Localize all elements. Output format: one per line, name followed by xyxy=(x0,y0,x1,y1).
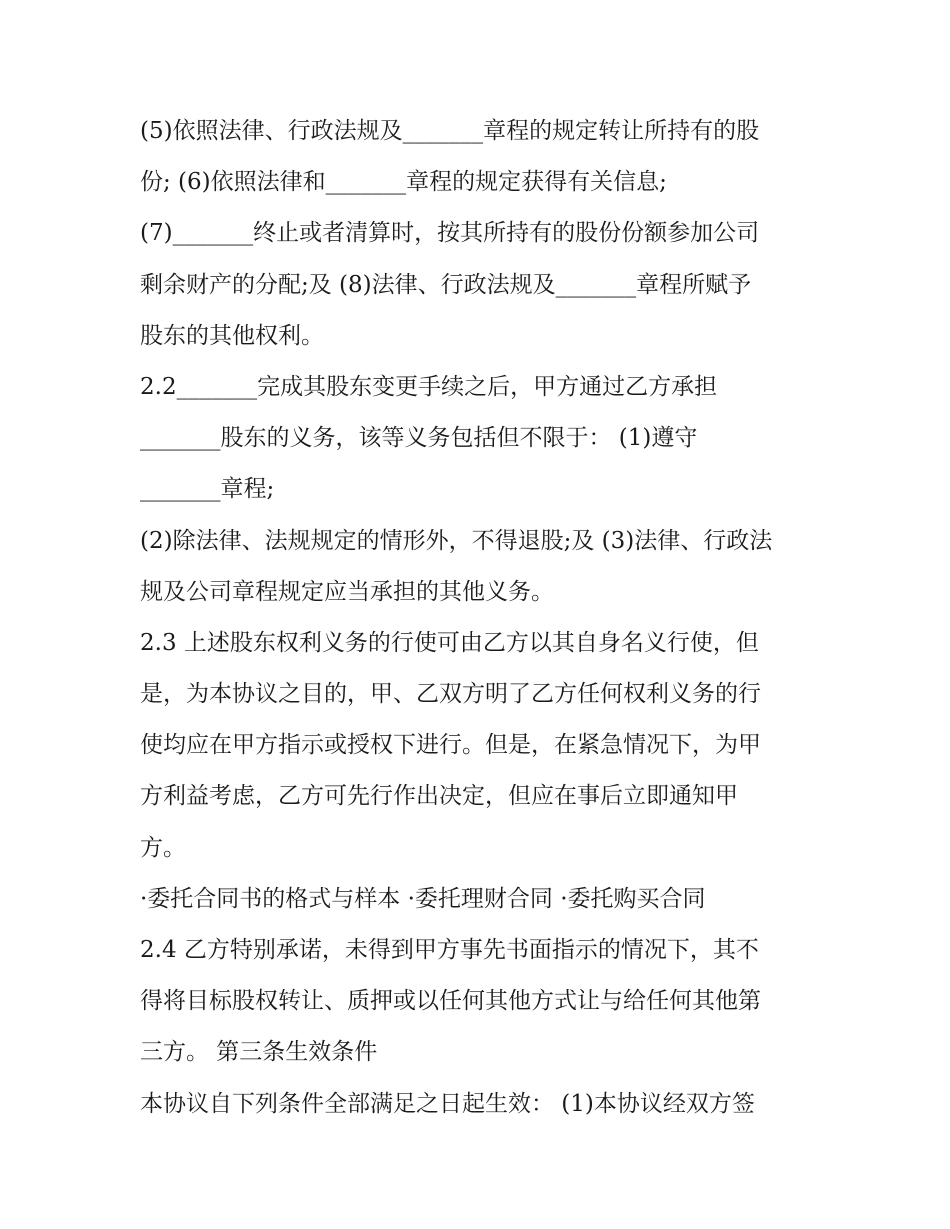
text-line: 三方。 第三条生效条件 xyxy=(140,1039,378,1066)
text-line: 是，为本协议之目的，甲、乙双方明了乙方任何权利义务的行 xyxy=(140,681,761,708)
text-line: 2.3 上述股东权利义务的行使可由乙方以其自身名义行使，但 xyxy=(140,629,759,656)
text-line: (7)_______终止或者清算时，按其所持有的股份份额参加公司 xyxy=(140,220,760,247)
document-body xyxy=(140,106,820,1130)
text-line: 份; (6)依照法律和_______章程的规定获得有关信息; xyxy=(140,169,667,196)
text-line: 本协议自下列条件全部满足之日起生效： (1)本协议经双方签 xyxy=(140,1090,755,1117)
text-line: 方。 xyxy=(140,834,186,861)
text-line: 股东的其他权利。 xyxy=(140,322,324,349)
text-line: (2)除法律、法规规定的情形外，不得退股;及 (3)法律、行政法 xyxy=(140,527,773,554)
text-line: 方利益考虑，乙方可先行作出决定，但应在事后立即通知甲 xyxy=(140,783,738,810)
related-links-line: ·委托合同书的格式与样本 ·委托理财合同 ·委托购买合同 xyxy=(140,885,706,912)
text-line: 使均应在甲方指示或授权下进行。但是，在紧急情况下，为甲 xyxy=(140,732,761,759)
text-line: _______股东的义务，该等义务包括但不限于： (1)遵守 xyxy=(140,425,698,452)
text-line: _______章程; xyxy=(140,476,275,503)
text-line: 2.2_______完成其股东变更手续之后，甲方通过乙方承担 xyxy=(140,373,718,400)
text-line: 剩余财产的分配;及 (8)法律、行政法规及_______章程所赋予 xyxy=(140,271,752,298)
text-line: 规及公司章程规定应当承担的其他义务。 xyxy=(140,578,554,605)
text-line: 2.4 乙方特别承诺，未得到甲方事先书面指示的情况下，其不 xyxy=(140,937,759,963)
text-line: 得将目标股权转让、质押或以任何其他方式让与给任何其他第 xyxy=(140,988,761,1015)
text-line: (5)依照法律、行政法规及_______章程的规定转让所持有的股 xyxy=(140,118,760,144)
